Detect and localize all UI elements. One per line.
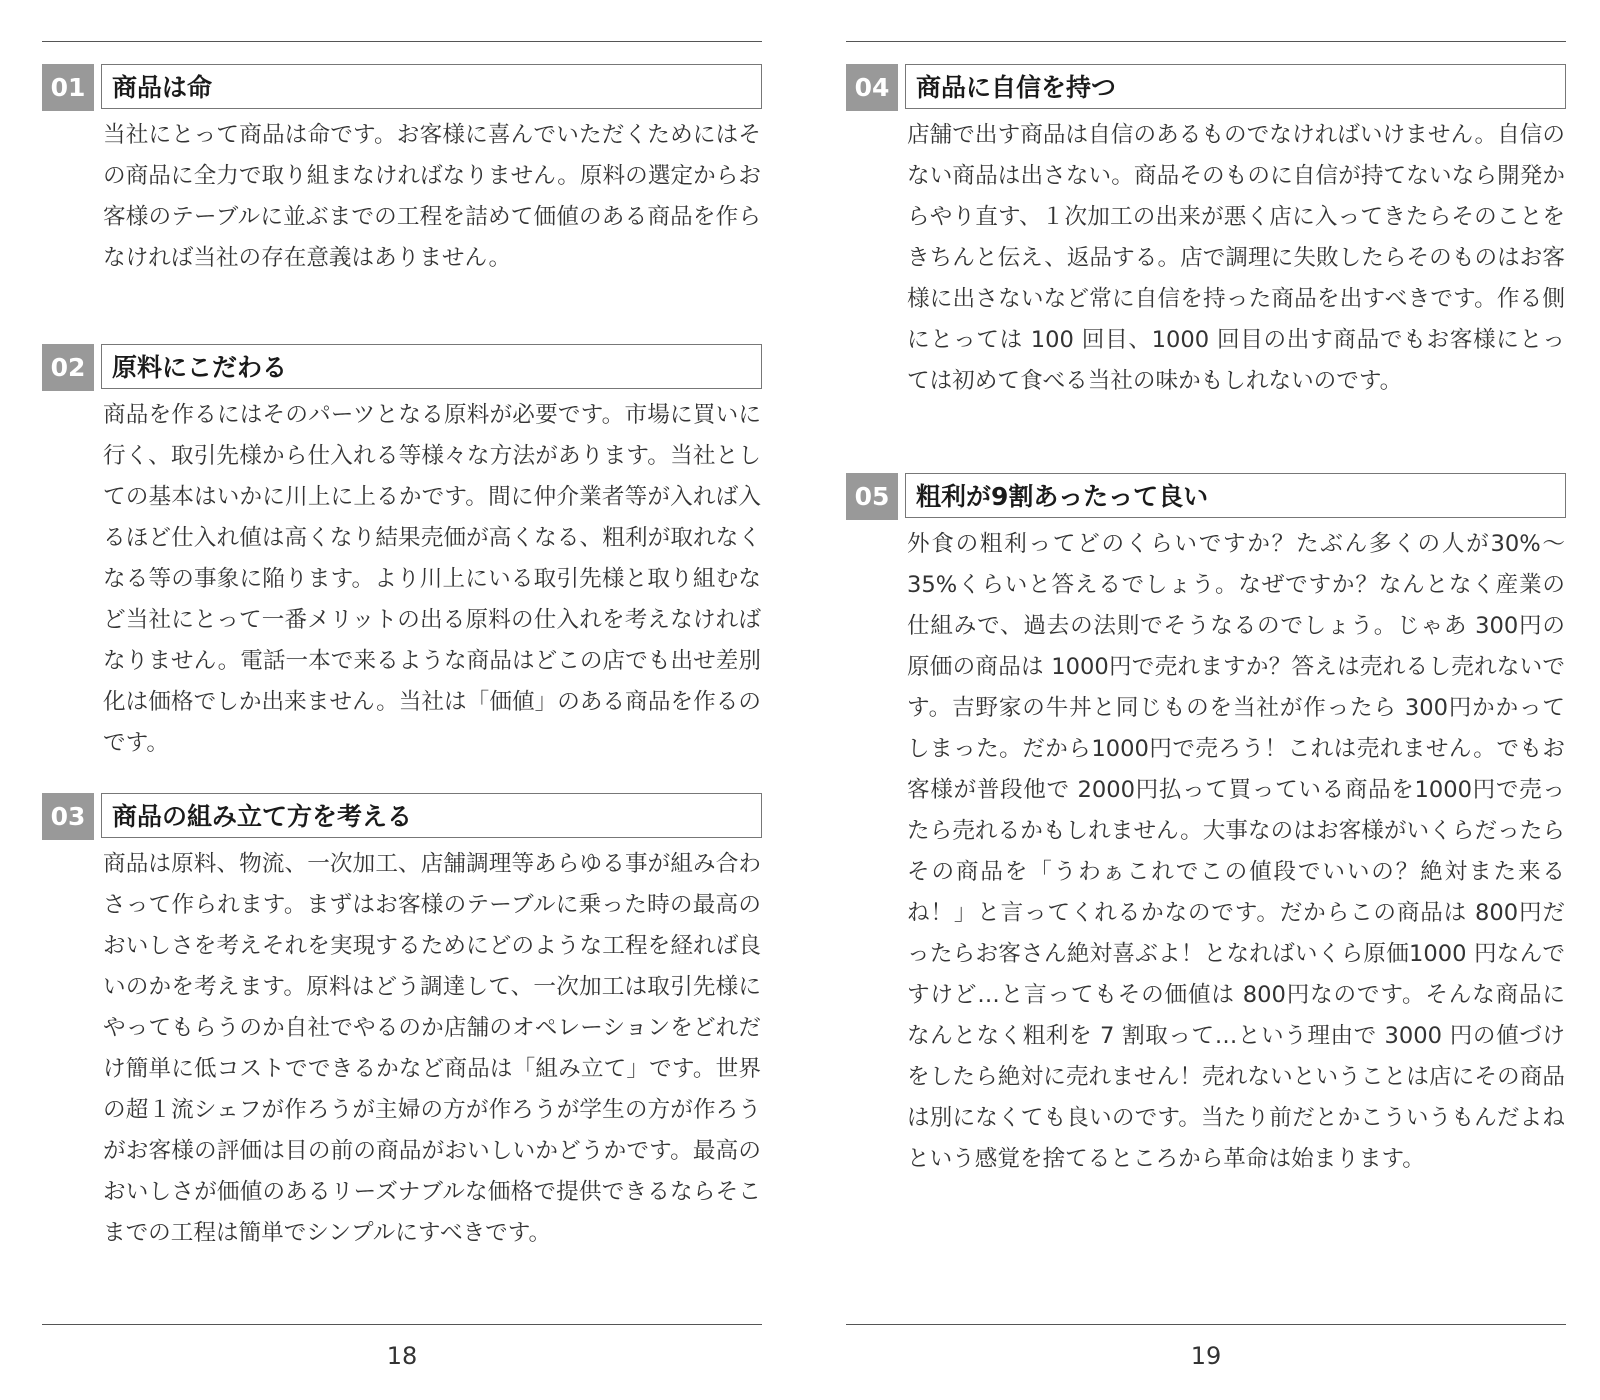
section-number: 02	[42, 344, 94, 391]
section-01	[42, 64, 762, 279]
section-body: 外食の粗利ってどのくらいですか？たぶん多くの人が30%〜35%くらいと答えるでしょう。なぜですか？なんとなく産業の仕組みで、過去の法則でそうなるのでしょう。じゃあ 300円の原価の商品は 1000円で売れますか？答えは売れるし売れないです。吉野家の牛丼と同じものを当社が作ったら 300円かかってしまった。だから1000円で売ろう！これは売れません。でもお客様が普段他で 2000円払って買っている商品を1000円で売ったら売れるかもしれません。大事なのはお客様がいくらだったらその商品を「うわぁこれでこの値段でいいの？絶対また来るね！」と言ってくれるかなのです。だからこの商品は 800円だったらお客さん絶対喜ぶよ！となればいくら原価1000 円なんですけど…と言ってもその価値は 800円なのです。そんな商品になんとなく粗利を 7 割取って…という理由で 3000 円の値づけをしたら絶対に売れません！売れないということは店にその商品は別になくても良いのです。当たり前だとかこういうもんだよねという感覚を捨てるところから革命は始まります。	[907, 531, 1565, 1172]
section-body: 当社にとって商品は命です。お客様に喜んでいただくためにはその商品に全力で取り組まなければなりません。原料の選定からお客様のテーブルに並ぶまでの工程を詰めて価値のある商品を作らなければ当社の存在意義はありません。	[103, 122, 761, 271]
section-header	[42, 64, 762, 111]
section-header	[846, 473, 1566, 520]
section-05	[846, 473, 1566, 1180]
section-body: 店舗で出す商品は自信のあるものでなければいけません。自信のない商品は出さない。商品そのものに自信が持てないなら開発からやり直す、１次加工の出来が悪く店に入ってきたらそのことをきちんと伝え、返品する。店で調理に失敗したらそのものはお客様に出さないなど常に自信を持った商品を出すべきです。作る側にとっては 100 回目、1000 回目の出す商品でもお客様にとっては初めて食べる当社の味かもしれないのです。	[907, 122, 1565, 394]
section-04	[846, 64, 1566, 402]
bottom-rule	[42, 1324, 762, 1325]
section-title: 商品は命	[101, 64, 762, 109]
section-number: 04	[846, 64, 898, 111]
page-number: 19	[1190, 1342, 1222, 1370]
section-number: 01	[42, 64, 94, 111]
section-header	[42, 793, 762, 840]
section-body: 商品は原料、物流、一次加工、店舗調理等あらゆる事が組み合わさって作られます。まずはお客様のテーブルに乗った時の最高のおいしさを考えそれを実現するためにどのような工程を経れば良いのかを考えます。原料はどう調達して、一次加工は取引先様にやってもらうのか自社でやるのか店舗のオペレーションをどれだけ簡単に低コストでできるかなど商品は「組み立て」です。世界の超１流シェフが作ろうが主婦の方が作ろうが学生の方が作ろうがお客様の評価は目の前の商品がおいしいかどうかです。最高のおいしさが価値のあるリーズナブルな価格で提供できるならそこまでの工程は簡単でシンプルにすべきです。	[103, 851, 761, 1246]
section-title: 商品の組み立て方を考える	[101, 793, 762, 838]
section-number: 05	[846, 473, 898, 520]
top-rule	[42, 41, 762, 42]
top-rule	[846, 41, 1566, 42]
section-title: 商品に自信を持つ	[905, 64, 1566, 109]
section-body: 商品を作るにはそのパーツとなる原料が必要です。市場に買いに行く、取引先様から仕入れる等様々な方法があります。当社としての基本はいかに川上に上るかです。間に仲介業者等が入れば入るほど仕入れ値は高くなり結果売価が高くなる、粗利が取れなくなる等の事象に陥ります。より川上にいる取引先様と取り組むなど当社にとって一番メリットの出る原料の仕入れを考えなければなりません。電話一本で来るような商品はどこの店でも出せ差別化は価格でしか出来ません。当社は「価値」のある商品を作るのです。	[103, 402, 761, 756]
section-number: 03	[42, 793, 94, 840]
section-02	[42, 344, 762, 764]
section-header	[42, 344, 762, 391]
section-title: 原料にこだわる	[101, 344, 762, 389]
page-number: 18	[386, 1342, 418, 1370]
right-page	[846, 0, 1566, 1400]
section-title: 粗利が9割あったって良い	[905, 473, 1566, 518]
section-header	[846, 64, 1566, 111]
section-03	[42, 793, 762, 1254]
left-page	[42, 0, 762, 1400]
bottom-rule	[846, 1324, 1566, 1325]
